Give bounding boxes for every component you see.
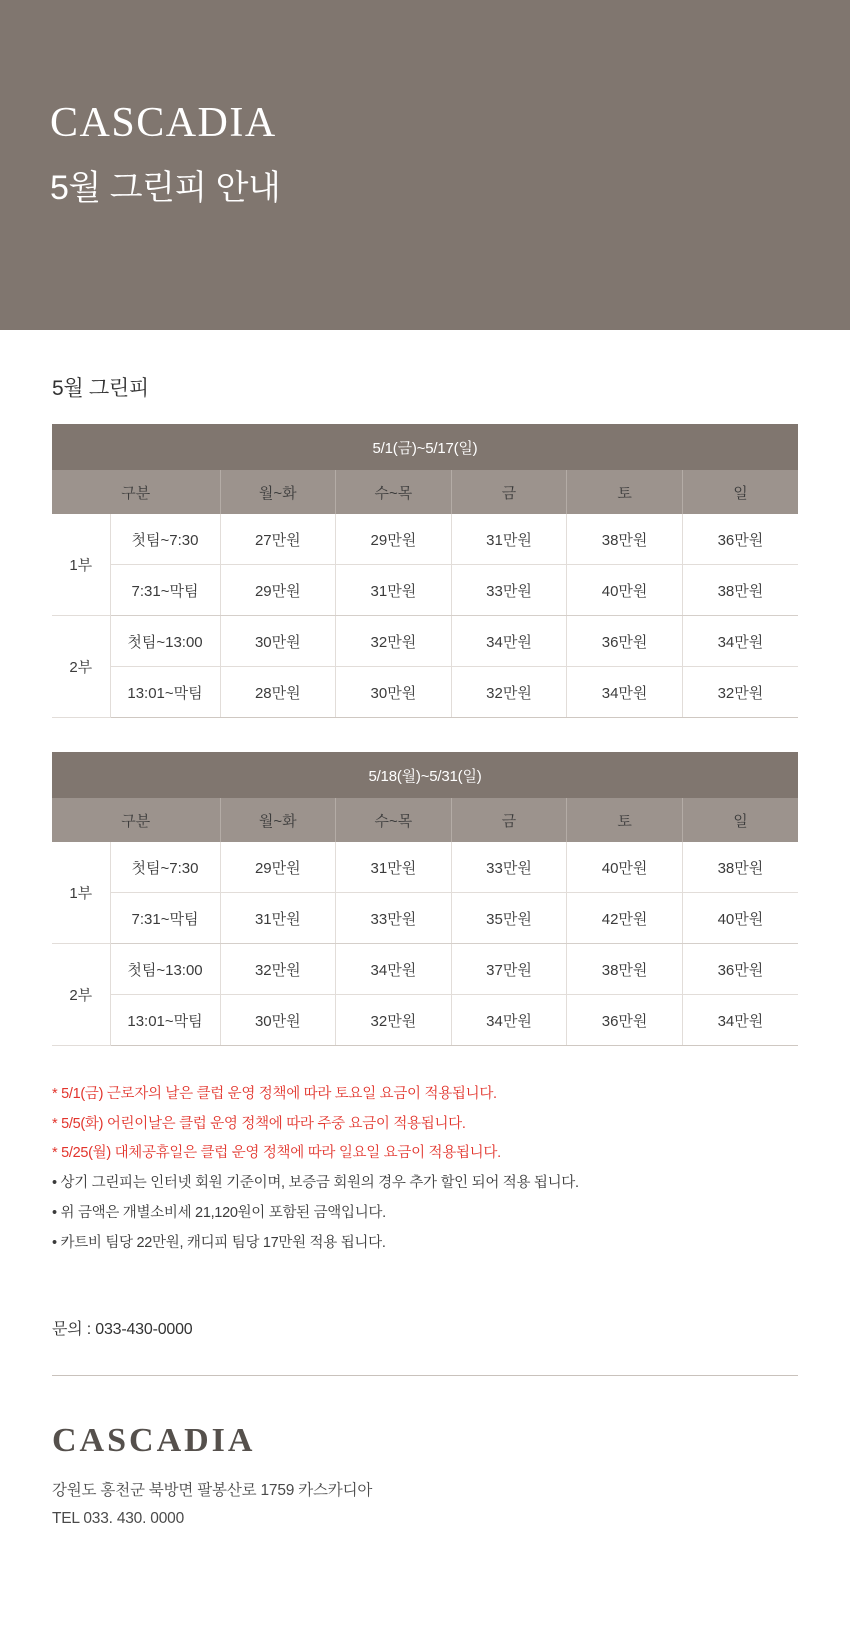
price-cell: 40만원 [682,893,798,944]
main-content [0,372,850,1376]
column-header-sat: 토 [567,798,683,842]
price-cell: 34만원 [682,616,798,667]
price-cell: 35만원 [451,893,567,944]
price-cell: 36만원 [567,616,683,667]
table-row [52,667,798,718]
price-cell: 40만원 [567,565,683,616]
hero-subtitle: 5월 그린피 안내 [50,169,281,208]
row-time-label: 13:01~막팀 [110,995,220,1046]
price-cell: 34만원 [336,944,452,995]
table-row [52,565,798,616]
price-cell: 34만원 [682,995,798,1046]
column-header-category: 구분 [52,798,220,842]
row-part-label: 2부 [52,616,110,718]
hero-brand-title: CASCADIA [50,100,277,146]
price-cell: 42만원 [567,893,683,944]
price-cell: 34만원 [451,995,567,1046]
price-cell: 31만원 [336,842,452,893]
table-row [52,893,798,944]
table-row [52,842,798,893]
column-header-mon-tue: 월~화 [220,470,336,514]
price-cell: 30만원 [220,616,336,667]
table-period-row [52,752,798,798]
table-header-row [52,798,798,842]
footer-address: 강원도 홍천군 북방면 팔봉산로 1759 카스카디아 [52,1482,373,1500]
price-cell: 29만원 [336,514,452,565]
price-cell: 31만원 [451,514,567,565]
price-cell: 30만원 [220,995,336,1046]
price-cell: 38만원 [682,842,798,893]
note-item: * 5/1(금) 근로자의 날은 클럽 운영 정책에 따라 토요일 요금이 적용됩니다. [52,1086,497,1102]
price-cell: 32만원 [682,667,798,718]
price-cell: 34만원 [451,616,567,667]
price-cell: 33만원 [451,842,567,893]
row-part-label: 1부 [52,842,110,944]
column-header-wed-thu: 수~목 [336,470,452,514]
price-cell: 32만원 [336,616,452,667]
row-time-label: 첫팀~7:30 [110,842,220,893]
fee-table-second-half [52,752,798,1046]
price-cell: 32만원 [220,944,336,995]
table-row [52,616,798,667]
column-header-sun: 일 [682,798,798,842]
price-cell: 38만원 [567,944,683,995]
row-time-label: 7:31~막팀 [110,893,220,944]
price-cell: 30만원 [336,667,452,718]
price-cell: 34만원 [567,667,683,718]
price-cell: 32만원 [336,995,452,1046]
note-item: * 5/5(화) 어린이날은 클럽 운영 정책에 따라 주중 요금이 적용됩니다. [52,1115,466,1132]
table-row [52,944,798,995]
footer-tel: TEL 033. 430. 0000 [52,1510,184,1528]
row-part-label: 2부 [52,944,110,1046]
row-part-label: 1부 [52,514,110,616]
price-cell: 36만원 [567,995,683,1046]
price-cell: 31만원 [336,565,452,616]
price-cell: 32만원 [451,667,567,718]
row-time-label: 13:01~막팀 [110,667,220,718]
hero-header [0,0,850,330]
table-period-row [52,424,798,470]
note-item: • 위 금액은 개별소비세 21,120원이 포함된 금액입니다. [52,1204,386,1221]
column-header-sun: 일 [682,470,798,514]
column-header-category: 구분 [52,470,220,514]
section-title: 5월 그린피 [52,377,149,400]
column-header-mon-tue: 월~화 [220,798,336,842]
price-cell: 29만원 [220,565,336,616]
column-header-wed-thu: 수~목 [336,798,452,842]
note-item: • 카트비 팀당 22만원, 캐디피 팀당 17만원 적용 됩니다. [52,1234,386,1251]
price-cell: 38만원 [567,514,683,565]
price-cell: 36만원 [682,944,798,995]
notes-list [52,1080,798,1258]
table-row [52,514,798,565]
price-cell: 33만원 [336,893,452,944]
price-cell: 28만원 [220,667,336,718]
column-header-fri: 금 [451,470,567,514]
table-body [52,514,798,718]
price-cell: 29만원 [220,842,336,893]
row-time-label: 첫팀~7:30 [110,514,220,565]
table-body [52,842,798,1046]
price-cell: 27만원 [220,514,336,565]
fee-table-first-half [52,424,798,718]
price-cell: 40만원 [567,842,683,893]
table-header-row [52,470,798,514]
price-cell: 36만원 [682,514,798,565]
table-row [52,995,798,1046]
price-cell: 38만원 [682,565,798,616]
table-period-label: 5/1(금)~5/17(일) [52,424,798,470]
price-cell: 31만원 [220,893,336,944]
price-cell: 37만원 [451,944,567,995]
row-time-label: 첫팀~13:00 [110,944,220,995]
contact-phone: 문의 : 033-430-0000 [52,1321,193,1339]
table-period-label: 5/18(월)~5/31(일) [52,752,798,798]
row-time-label: 첫팀~13:00 [110,616,220,667]
footer-brand-logo: CASCADIA [52,1422,256,1460]
row-time-label: 7:31~막팀 [110,565,220,616]
column-header-fri: 금 [451,798,567,842]
price-cell: 33만원 [451,565,567,616]
note-item: * 5/25(월) 대체공휴일은 클럽 운영 정책에 따라 일요일 요금이 적용됩니다. [52,1145,501,1162]
column-header-sat: 토 [567,470,683,514]
note-item: • 상기 그린피는 인터넷 회원 기준이며, 보증금 회원의 경우 추가 할인 되어 적용 됩니다. [52,1175,579,1192]
footer [0,1376,850,1568]
